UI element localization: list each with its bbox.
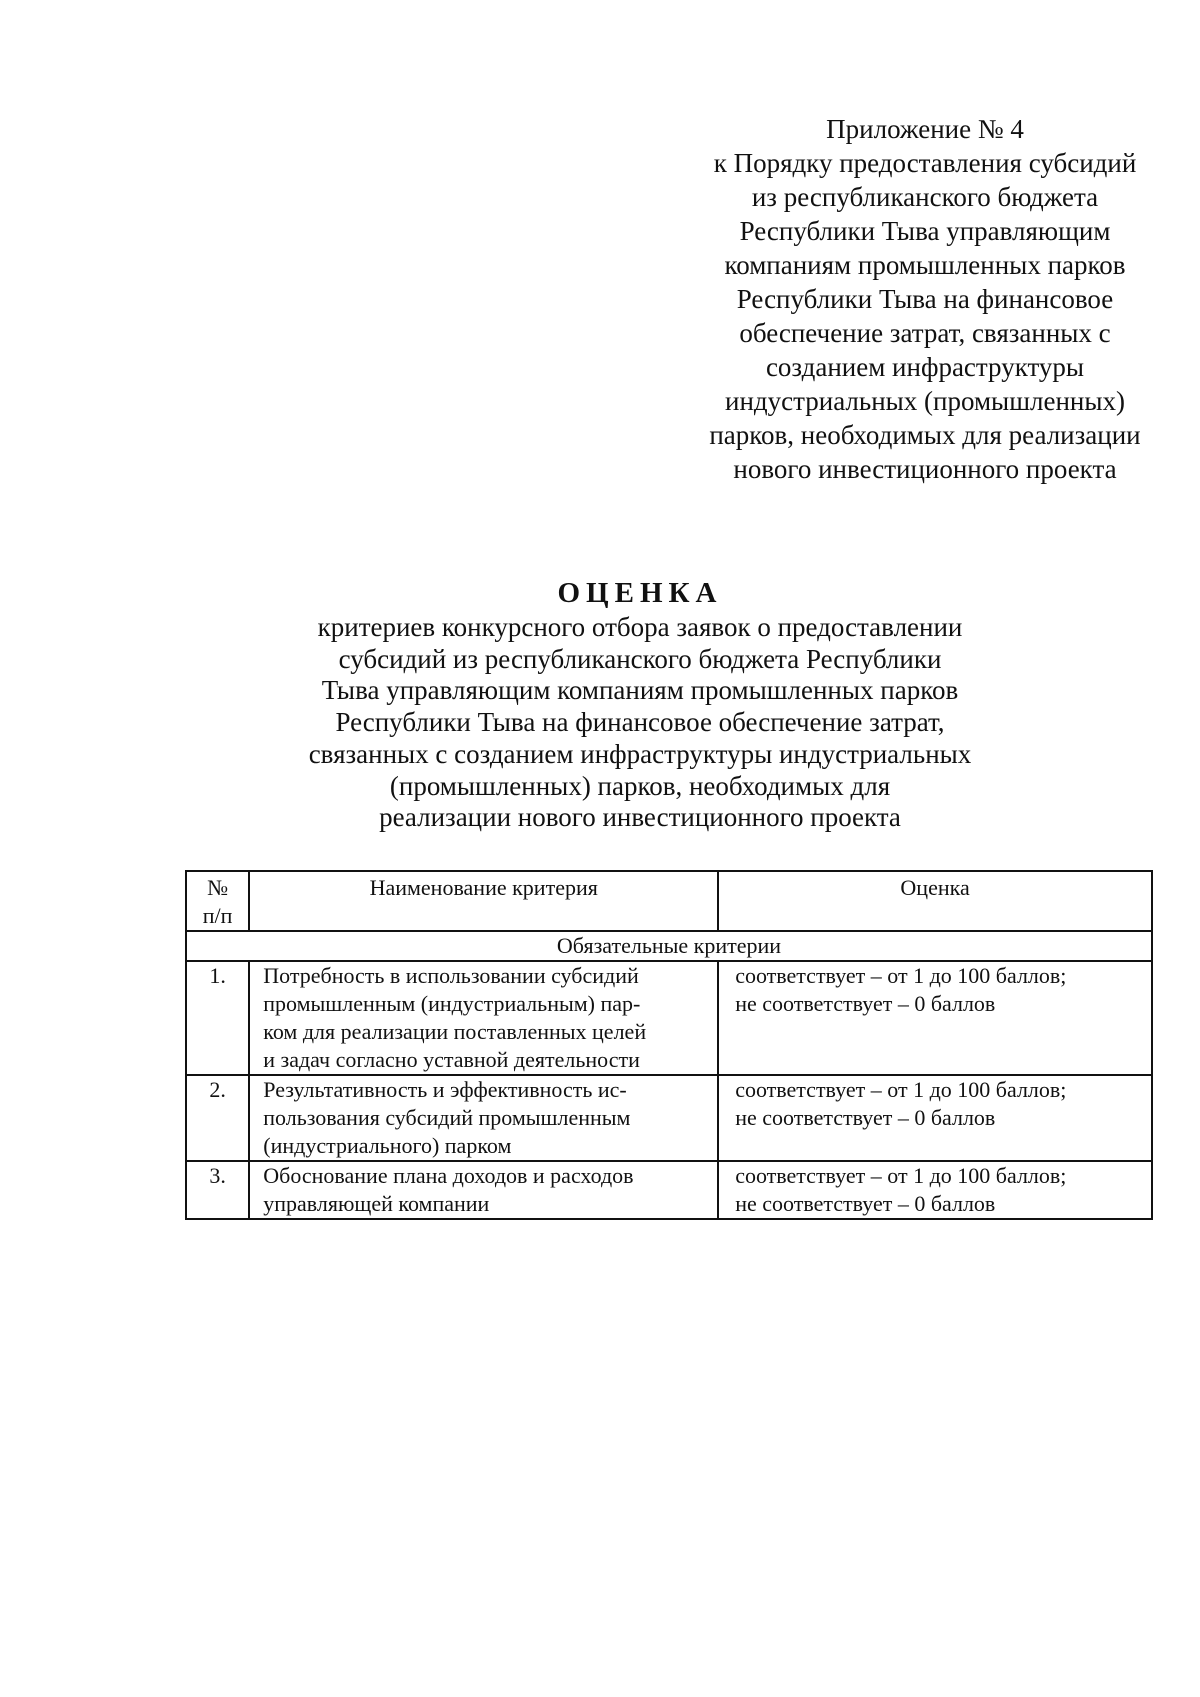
table-header-row	[186, 871, 1152, 931]
row-number: 1.	[186, 961, 249, 1075]
criterion-score-line: соответствует – от 1 до 100 баллов;	[735, 1163, 1067, 1188]
appendix-line: компаниям промышленных парков	[724, 250, 1126, 280]
subtitle-line: (промышленных) парков, необходимых для	[389, 770, 891, 801]
table-row	[186, 1075, 1152, 1161]
criterion-score	[718, 961, 1152, 1075]
criterion-name-line: и задач согласно уставной деятельности	[263, 1047, 640, 1072]
row-number: 2.	[186, 1075, 249, 1161]
criterion-score	[718, 1161, 1152, 1219]
appendix-line: обеспечение затрат, связанных с	[739, 318, 1111, 348]
subtitle-line: Республики Тыва на финансовое обеспечение затрат,	[335, 707, 945, 738]
criterion-score-line: соответствует – от 1 до 100 баллов;	[735, 963, 1067, 988]
subtitle-line: реализации нового инвестиционного проекта	[379, 802, 901, 833]
subtitle-line: критериев конкурсного отбора заявок о предоставлении	[317, 612, 963, 642]
appendix-line: парков, необходимых для реализации	[709, 420, 1141, 450]
appendix-line: Республики Тыва на финансовое	[736, 284, 1114, 314]
appendix-line: из республиканского бюджета	[751, 182, 1099, 212]
criterion-name	[249, 1075, 718, 1161]
group-label: Обязательные критерии	[186, 931, 1152, 961]
criterion-name-line: (индустриального) парком	[263, 1133, 512, 1158]
criterion-score-line: не соответствует – 0 баллов	[735, 991, 996, 1016]
subtitle-line: связанных с созданием инфраструктуры индустриальных	[308, 738, 972, 769]
criterion-name-line: Результативность и эффективность ис-	[263, 1077, 627, 1102]
criterion-score-line: не соответствует – 0 баллов	[735, 1105, 996, 1130]
criteria-table	[185, 870, 1153, 1220]
appendix-line: Приложение № 4	[826, 114, 1024, 144]
column-header-criterion: Наименование критерия	[249, 871, 718, 931]
criterion-name-line: Потребность в использовании субсидий	[263, 963, 639, 988]
table-row	[186, 1161, 1152, 1219]
table-row	[186, 961, 1152, 1075]
table-group-row	[186, 931, 1152, 961]
criterion-name-line: Обоснование плана доходов и расходов	[263, 1163, 634, 1188]
document-title: ОЦЕНКА	[557, 577, 723, 609]
criterion-score	[718, 1075, 1152, 1161]
column-header-number	[186, 871, 249, 931]
column-header-score: Оценка	[718, 871, 1152, 931]
column-header-number-line: п/п	[202, 903, 233, 928]
subtitle-line: Тыва управляющим компаниям промышленных парков	[321, 675, 959, 706]
criterion-name-line: ком для реализации поставленных целей	[263, 1019, 647, 1044]
appendix-line: к Порядку предоставления субсидий	[713, 148, 1137, 178]
appendix-line: индустриальных (промышленных)	[725, 386, 1125, 416]
appendix-line: созданием инфраструктуры	[765, 352, 1085, 382]
column-header-number-line: №	[207, 875, 229, 900]
criterion-name-line: промышленным (индустриальным) пар-	[263, 991, 641, 1016]
appendix-reference	[690, 112, 1160, 486]
criterion-score-line: соответствует – от 1 до 100 баллов;	[735, 1077, 1067, 1102]
appendix-line: Республики Тыва управляющим	[739, 216, 1111, 246]
criterion-name	[249, 961, 718, 1075]
criterion-name-line: управляющей компании	[263, 1191, 490, 1216]
row-number: 3.	[186, 1161, 249, 1219]
document-subtitle	[230, 612, 1050, 834]
criterion-score-line: не соответствует – 0 баллов	[735, 1191, 996, 1216]
subtitle-line: субсидий из республиканского бюджета Республики	[338, 643, 942, 674]
criterion-name	[249, 1161, 718, 1219]
criterion-name-line: пользования субсидий промышленным	[263, 1105, 631, 1130]
document-heading	[230, 576, 1050, 834]
appendix-line: нового инвестиционного проекта	[733, 454, 1117, 484]
